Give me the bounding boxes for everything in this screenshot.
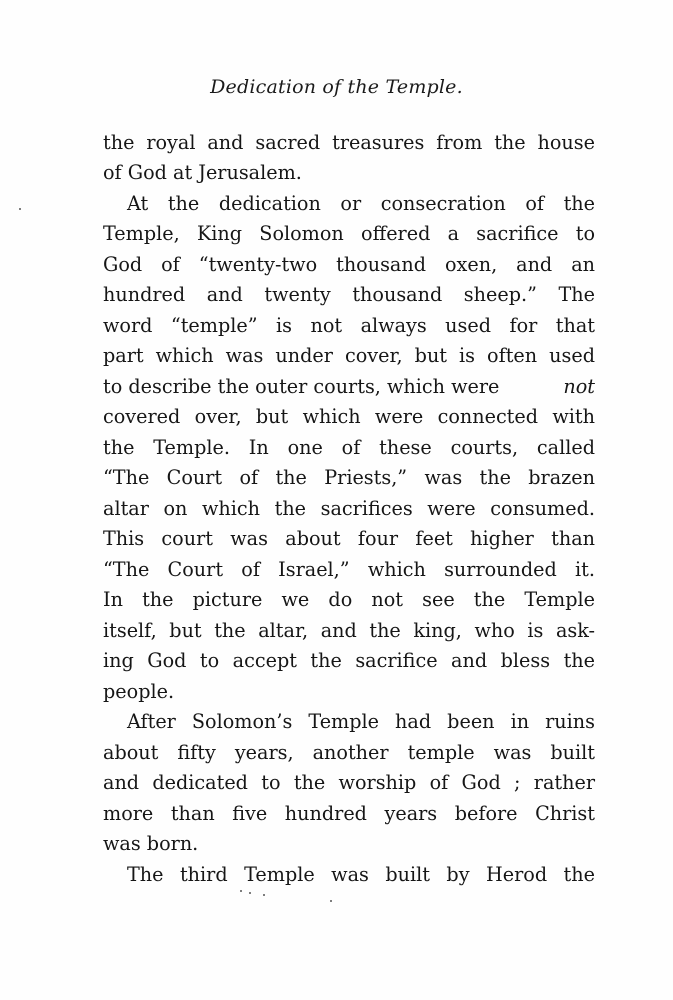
text-line: people.: [103, 680, 175, 703]
text-line: hundred and twenty thousand sheep.” The: [103, 283, 595, 306]
text-line: itself, but the altar, and the king, who is ask-: [103, 619, 595, 642]
italic-word: not: [563, 375, 595, 398]
text-line: After Solomon’s Temple had been in ruins: [127, 710, 595, 733]
text-line: At the dedication or consecration of the: [127, 192, 595, 215]
text-line: “The Court of the Priests,” was the brazen: [103, 466, 595, 489]
paper-speck: [263, 894, 265, 896]
text-line: was born.: [103, 832, 199, 855]
text-line: the Temple. In one of these courts, called: [103, 436, 595, 459]
running-head: Dedication of the Temple.: [210, 76, 463, 98]
text-line: In the picture we do not see the Temple: [103, 588, 595, 611]
text-line: of God at Jerusalem.: [103, 161, 302, 184]
text-line: God of “twenty-two thousand oxen, and an: [103, 253, 595, 276]
paper-speck: [240, 890, 242, 892]
text-segment: to describe the outer courts, which were: [103, 375, 500, 398]
paper-speck: [19, 208, 21, 210]
text-line: ing God to accept the sacrifice and bless the: [103, 649, 595, 672]
text-line: about fifty years, another temple was built: [103, 741, 595, 764]
text-line: more than five hundred years before Christ: [103, 802, 595, 825]
text-line: altar on which the sacrifices were consumed.: [103, 497, 595, 520]
text-line: This court was about four feet higher than: [103, 527, 595, 550]
text-line: The third Temple was built by Herod the: [127, 863, 595, 886]
paper-speck: [249, 892, 251, 894]
text-line: word “temple” is not always used for that: [103, 314, 595, 337]
text-line: the royal and sacred treasures from the house: [103, 131, 595, 154]
text-line: “The Court of Israel,” which surrounded it.: [103, 558, 595, 581]
text-line: part which was under cover, but is often used: [103, 344, 595, 367]
paper-speck: [330, 900, 332, 902]
text-line: Temple, King Solomon offered a sacrifice to: [103, 222, 595, 245]
text-line: and dedicated to the worship of God ; rather: [103, 771, 595, 794]
text-line-with-italic: [103, 372, 595, 402]
text-line: covered over, but which were connected with: [103, 405, 595, 428]
